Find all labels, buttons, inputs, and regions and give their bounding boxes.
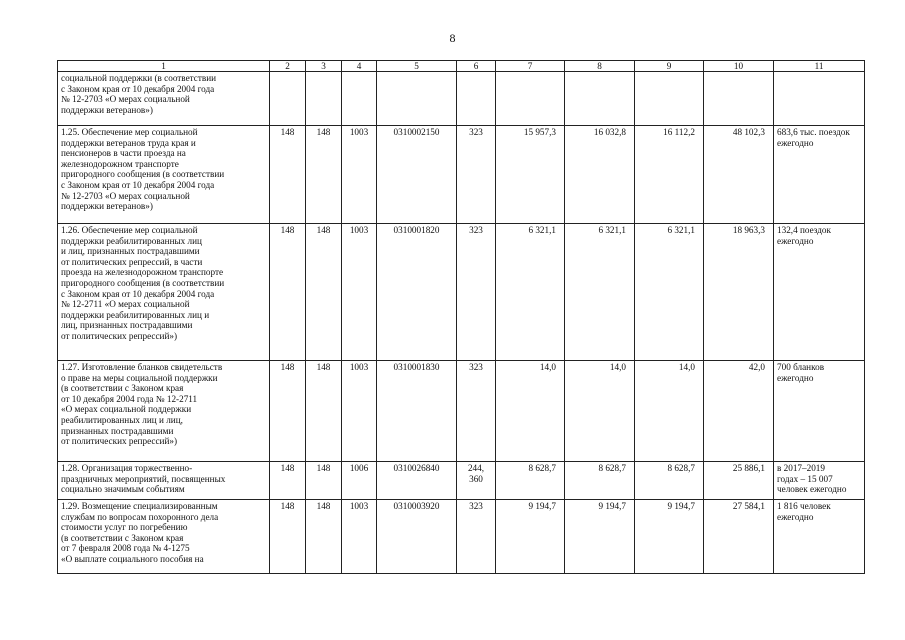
cell-col9: 8 628,7 [635, 462, 704, 500]
cell-col7 [496, 72, 565, 126]
col-header: 6 [457, 61, 496, 72]
cell-result: в 2017–2019 годах – 15 007 человек ежегодно [774, 462, 865, 500]
cell-col4: 1003 [342, 500, 377, 574]
table-row [58, 72, 865, 126]
cell-col10: 25 886,1 [704, 462, 774, 500]
col-header: 11 [774, 61, 865, 72]
cell-col8: 6 321,1 [565, 224, 635, 361]
cell-col10: 42,0 [704, 361, 774, 462]
cell-col8: 14,0 [565, 361, 635, 462]
cell-col6: 323 [457, 224, 496, 361]
table-row [58, 361, 865, 462]
cell-col5 [377, 72, 457, 126]
cell-col7: 15 957,3 [496, 126, 565, 224]
col-header: 5 [377, 61, 457, 72]
col-header: 4 [342, 61, 377, 72]
cell-col7: 6 321,1 [496, 224, 565, 361]
page-number: 8 [449, 31, 456, 45]
budget-table [57, 60, 865, 574]
cell-col2: 148 [270, 126, 306, 224]
item-description: 1.28. Организация торжественно- праздничных мероприятий, посвященных социально значимым событиям [58, 462, 270, 500]
header-row [58, 61, 865, 72]
cell-col7: 8 628,7 [496, 462, 565, 500]
cell-col10: 27 584,1 [704, 500, 774, 574]
cell-col2: 148 [270, 500, 306, 574]
cell-col3: 148 [306, 500, 342, 574]
cell-col6: 244, 360 [457, 462, 496, 500]
cell-col5: 0310001820 [377, 224, 457, 361]
cell-col2: 148 [270, 361, 306, 462]
cell-col3: 148 [306, 462, 342, 500]
cell-col5: 0310026840 [377, 462, 457, 500]
cell-col9 [635, 72, 704, 126]
cell-col3 [306, 72, 342, 126]
cell-col4: 1006 [342, 462, 377, 500]
cell-result [774, 72, 865, 126]
item-description: 1.29. Возмещение специализированным службам по вопросам похоронного дела стоимости услуг по погребению (в соответствии с Законом края от 7 февраля 2008 года № 4-1275 «О выплате социального пособия на [58, 500, 270, 574]
cell-col4: 1003 [342, 224, 377, 361]
col-header: 10 [704, 61, 774, 72]
cell-col8: 8 628,7 [565, 462, 635, 500]
item-description: 1.27. Изготовление бланков свидетельств о праве на меры социальной поддержки (в соответствии с Законом края от 10 декабря 2004 года № 12-2711 «О мерах социальной поддержки реабилитированных лиц и лиц, признанных пострадавшими от политических репрессий») [58, 361, 270, 462]
cell-col10: 48 102,3 [704, 126, 774, 224]
cell-col10 [704, 72, 774, 126]
cell-col6 [457, 72, 496, 126]
cell-col9: 9 194,7 [635, 500, 704, 574]
item-description: 1.25. Обеспечение мер социальной поддержки ветеранов труда края и пенсионеров в части проезда на железнодорожном транспорте пригородного сообщения (в соответствии с Законом края от 10 декабря 2004 года № 12-2703 «О мерах социальной поддержки ветеранов») [58, 126, 270, 224]
cell-col6: 323 [457, 361, 496, 462]
cell-col4: 1003 [342, 361, 377, 462]
item-description: 1.26. Обеспечение мер социальной поддержки реабилитированных лиц и лиц, признанных пострадавшими от политических репрессий, в части проезда на железнодорожном транспорте пригородного сообщения (в соответствии с Законом края от 10 декабря 2004 года № 12-2711 «О мерах социальной поддержки реабилитированных лиц и лиц, признанных пострадавшими от политических репрессий») [58, 224, 270, 361]
cell-col6: 323 [457, 126, 496, 224]
cell-col9: 14,0 [635, 361, 704, 462]
cell-result: 683,6 тыс. поездок ежегодно [774, 126, 865, 224]
cell-col2: 148 [270, 224, 306, 361]
cell-col8 [565, 72, 635, 126]
cell-col2 [270, 72, 306, 126]
col-header: 8 [565, 61, 635, 72]
cell-col9: 6 321,1 [635, 224, 704, 361]
cell-result: 700 бланков ежегодно [774, 361, 865, 462]
cell-col8: 16 032,8 [565, 126, 635, 224]
cell-result: 1 816 человек ежегодно [774, 500, 865, 574]
cell-col8: 9 194,7 [565, 500, 635, 574]
cell-col7: 14,0 [496, 361, 565, 462]
col-header: 2 [270, 61, 306, 72]
col-header: 1 [58, 61, 270, 72]
cell-col4: 1003 [342, 126, 377, 224]
col-header: 7 [496, 61, 565, 72]
table-row [58, 126, 865, 224]
table-row [58, 500, 865, 574]
cell-col6: 323 [457, 500, 496, 574]
cell-result: 132,4 поездок ежегодно [774, 224, 865, 361]
cell-col3: 148 [306, 224, 342, 361]
cell-col4 [342, 72, 377, 126]
cell-col5: 0310001830 [377, 361, 457, 462]
table-row [58, 224, 865, 361]
cell-col10: 18 963,3 [704, 224, 774, 361]
cell-col2: 148 [270, 462, 306, 500]
cell-col3: 148 [306, 126, 342, 224]
item-description: социальной поддержки (в соответствии с Законом края от 10 декабря 2004 года № 12-2703 «О мерах социальной поддержки ветеранов») [58, 72, 270, 126]
col-header: 9 [635, 61, 704, 72]
cell-col5: 0310002150 [377, 126, 457, 224]
cell-col9: 16 112,2 [635, 126, 704, 224]
cell-col5: 0310003920 [377, 500, 457, 574]
table-row [58, 462, 865, 500]
cell-col7: 9 194,7 [496, 500, 565, 574]
cell-col3: 148 [306, 361, 342, 462]
col-header: 3 [306, 61, 342, 72]
